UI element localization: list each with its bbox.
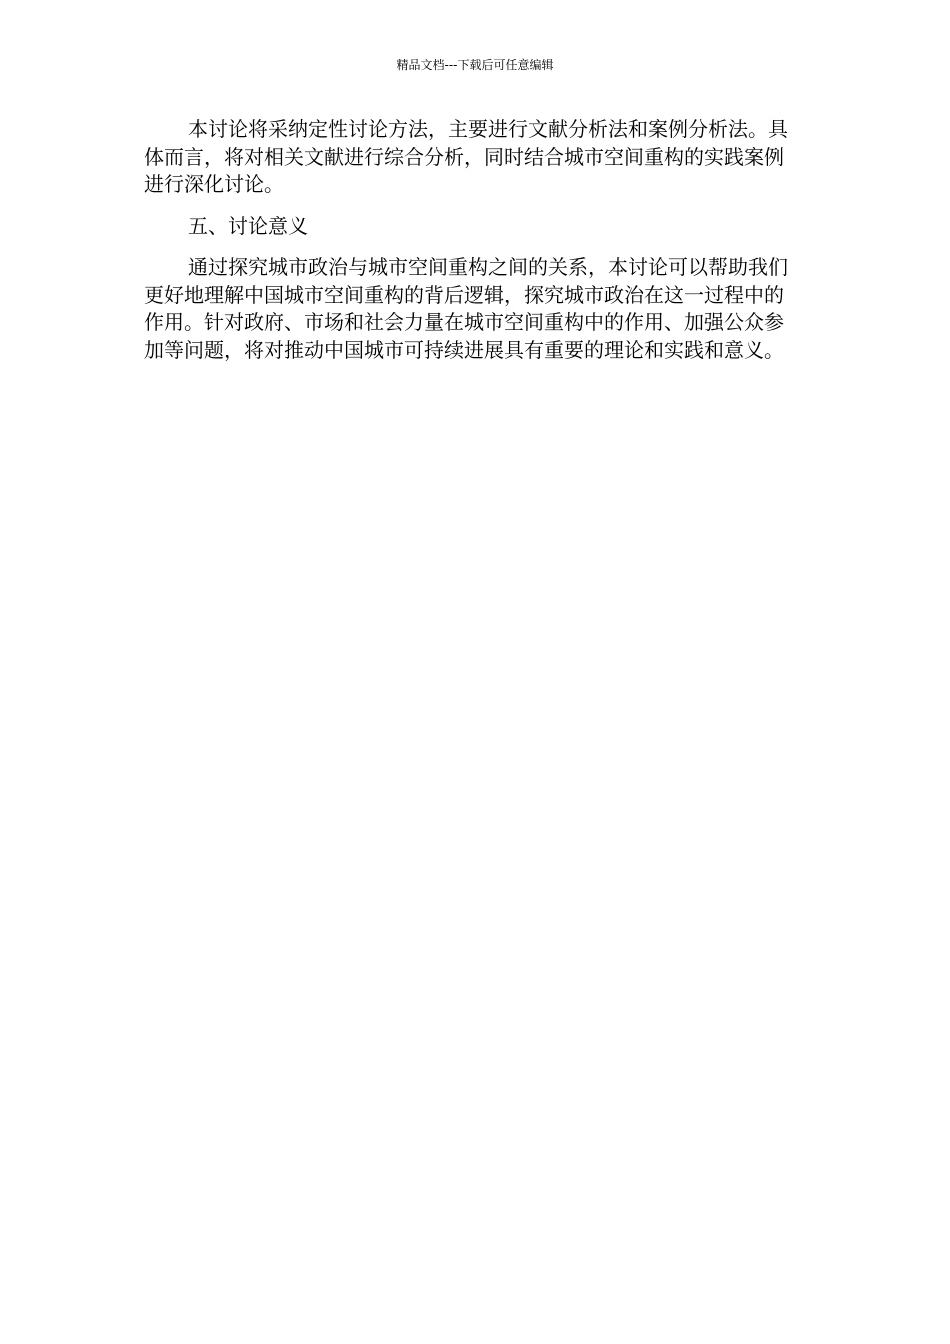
- paragraph-methods: 本讨论将采纳定性讨论方法，主要进行文献分析法和案例分析法。具体而言，将对相关文献进行综合分析，同时结合城市空间重构的实践案例进行深化讨论。: [144, 117, 788, 196]
- section-heading-significance: 五、讨论意义: [188, 213, 308, 238]
- paragraph-significance: 通过探究城市政治与城市空间重构之间的关系，本讨论可以帮助我们更好地理解中国城市空间重构的背后逻辑，探究城市政治在这一过程中的作用。针对政府、市场和社会力量在城市空间重构中的作用、加强公众参加等问题，将对推动中国城市可持续进展具有重要的理论和实践和意义。: [144, 255, 788, 362]
- document-body: [144, 116, 794, 364]
- page-header: 精品文档---下载后可任意编辑: [396, 58, 554, 72]
